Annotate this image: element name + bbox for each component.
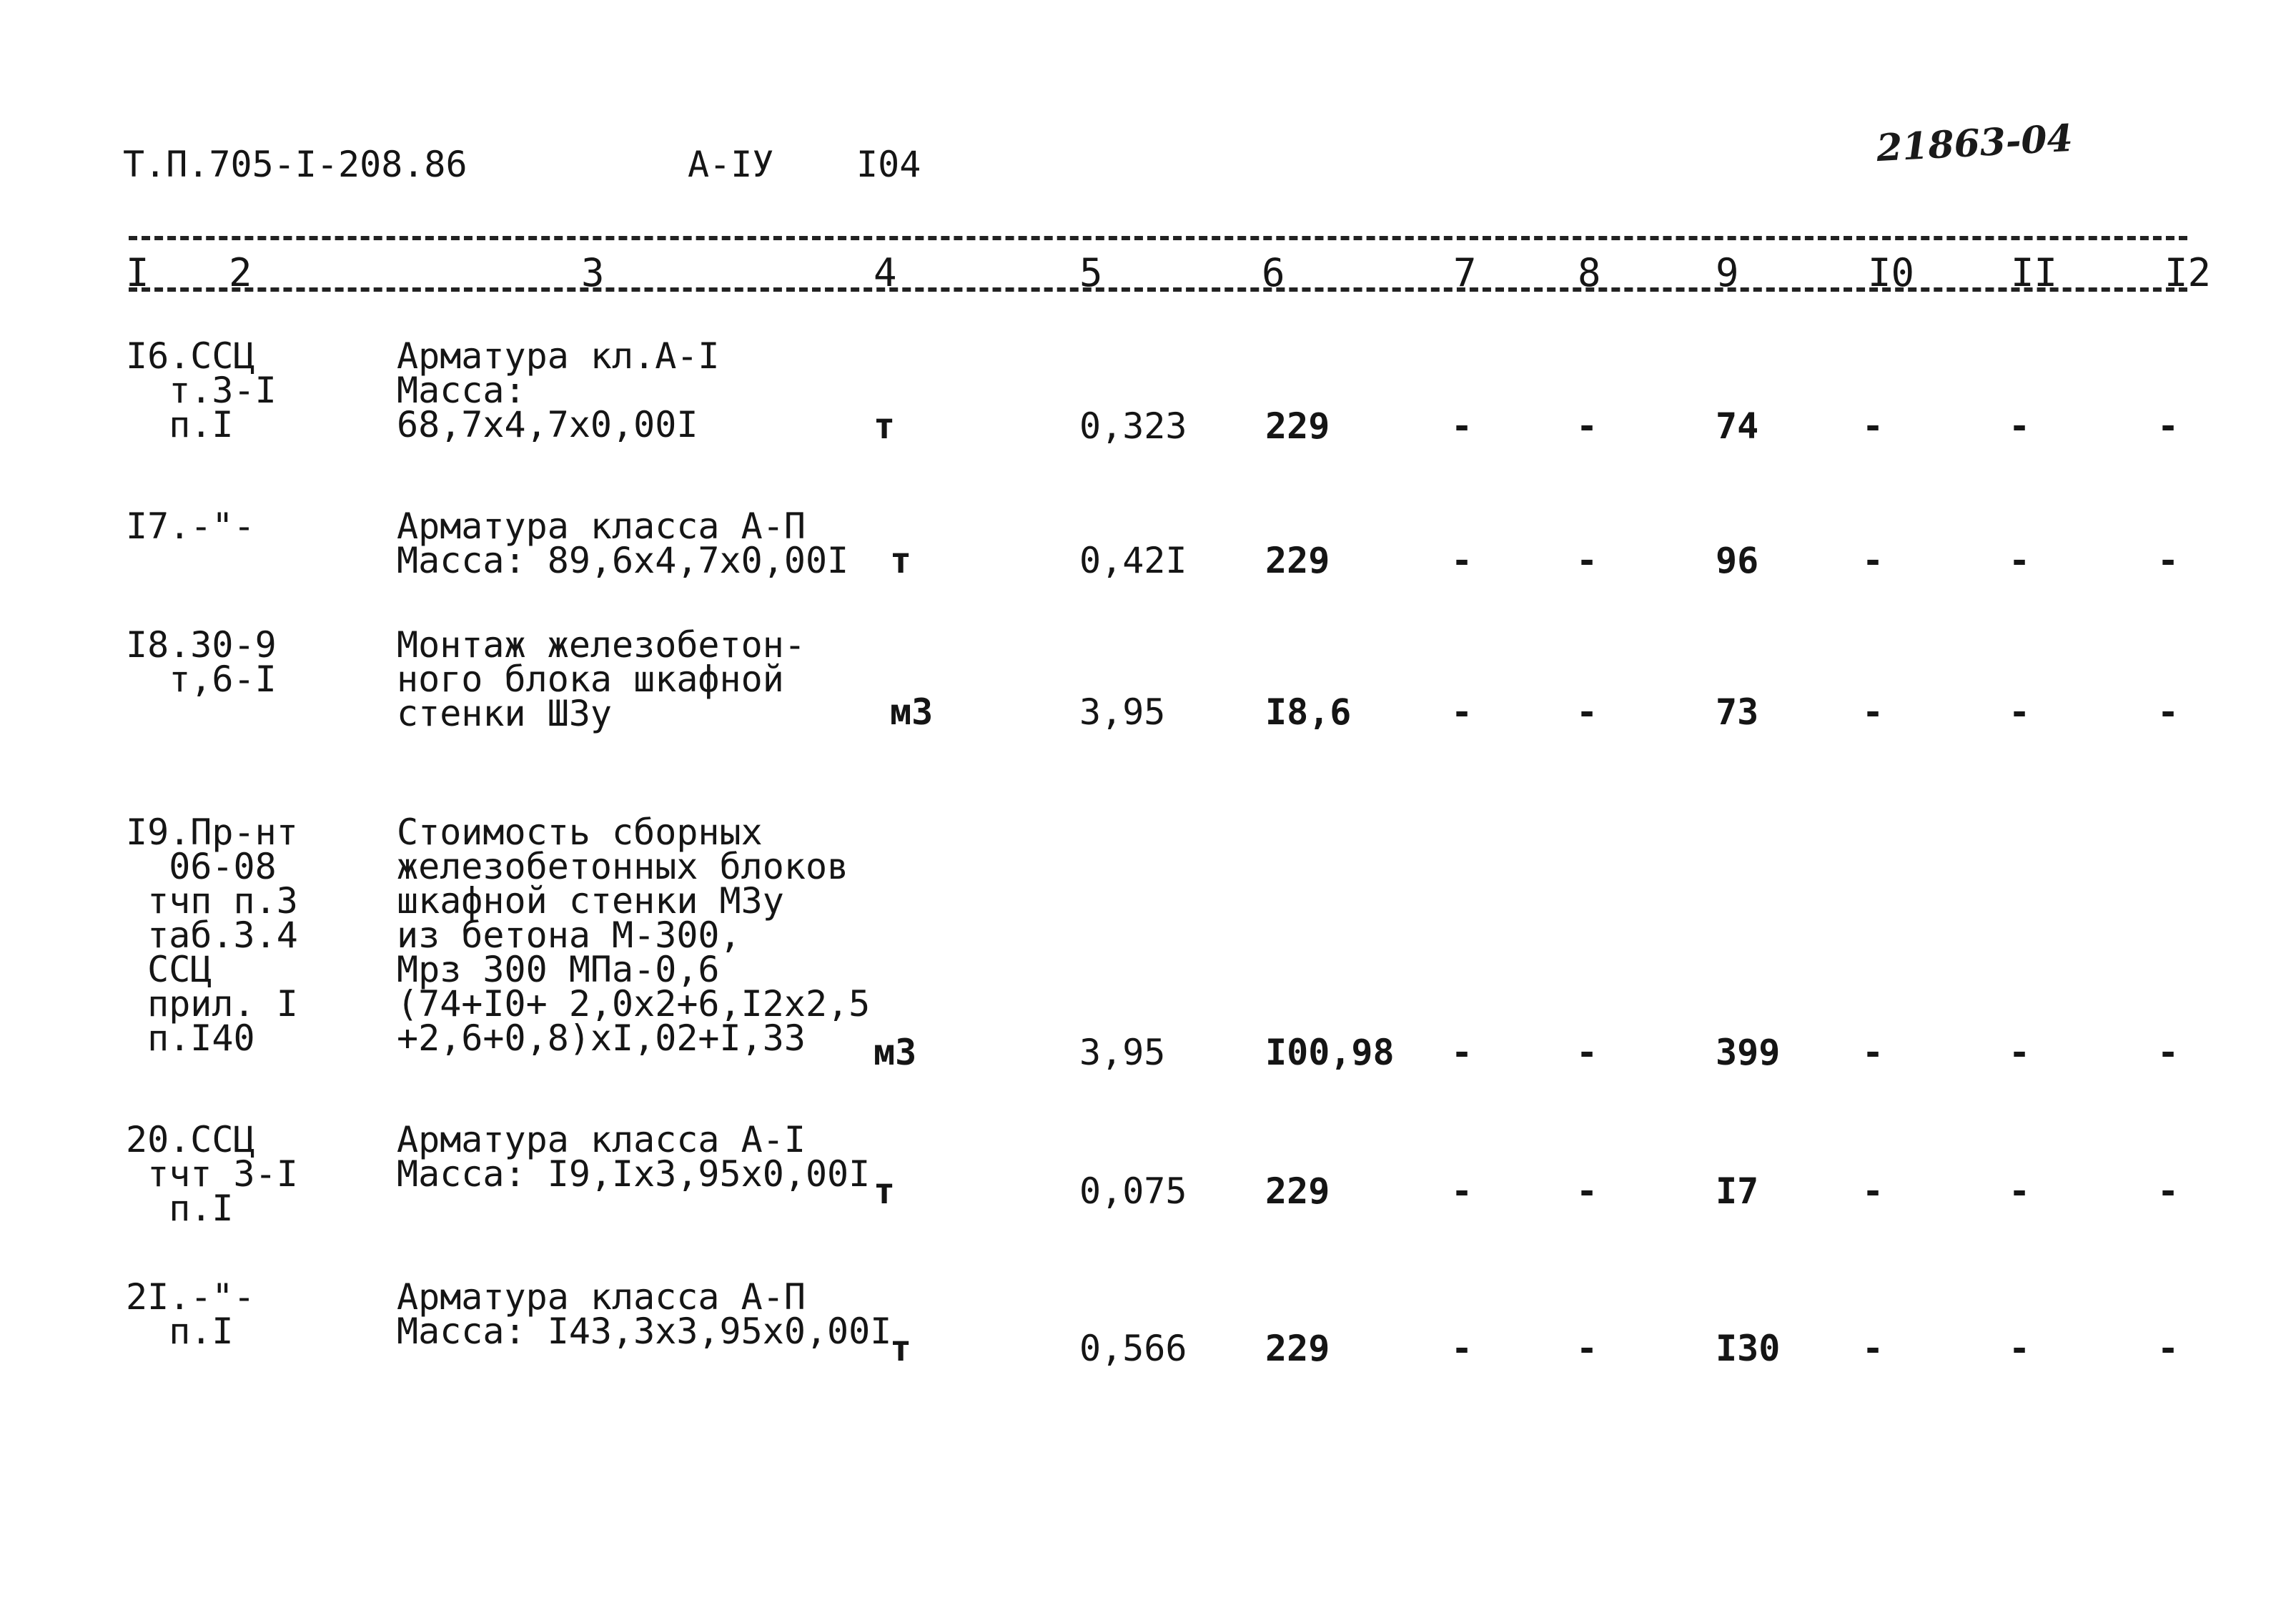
- row-21-unit: т: [890, 1328, 912, 1369]
- row-17-reference: I7.-"-: [126, 505, 255, 547]
- row-21-col-7: -: [1451, 1328, 1473, 1369]
- row-16-col-11: -: [2009, 405, 2031, 447]
- row-16-col-10: -: [1862, 405, 1884, 447]
- row-19-col-10: -: [1862, 1032, 1884, 1073]
- row-19-reference: I9.Пр-нт 06-08 тчп п.3 таб.3.4 ССЦ прил. I п.I40: [126, 812, 298, 1059]
- column-number-2: 2: [229, 250, 252, 295]
- column-number-3: 3: [581, 250, 605, 295]
- row-16-description: Арматура кл.А-I Масса: 68,7х4,7х0,00I: [397, 335, 720, 445]
- row-19-col-12: -: [2157, 1032, 2179, 1073]
- row-18-col-10: -: [1862, 691, 1884, 733]
- row-17-description: Арматура класса А-П Масса: 89,6х4,7х0,00I: [397, 505, 849, 581]
- column-number-8: 8: [1578, 250, 1601, 295]
- row-20-unit: т: [874, 1170, 896, 1212]
- row-19-unit: м3: [874, 1032, 917, 1073]
- row-18-unit: м3: [890, 691, 934, 733]
- row-21-total: I30: [1716, 1328, 1781, 1369]
- column-number-4: 4: [874, 250, 897, 295]
- row-19-col-11: -: [2009, 1032, 2031, 1073]
- row-21-reference: 2I.-"- п.I: [126, 1276, 255, 1352]
- row-18-reference: I8.30-9 т,6-I: [126, 624, 277, 700]
- row-19-total: 399: [1716, 1032, 1781, 1073]
- row-18-col-12: -: [2157, 691, 2179, 733]
- row-21-col-10: -: [1862, 1328, 1884, 1369]
- row-19-description: Стоимость сборных железобетонных блоков шкафной стенки МЗу из бетона М-300, Мрз 300 МПа-0,6 (74+I0+ 2,0х2+6,I2х2,5 +2,6+0,8)хI,02+I,33: [397, 812, 871, 1059]
- row-20-reference: 20.ССЦ тчт 3-I п.I: [126, 1119, 298, 1229]
- row-16-unit: т: [874, 405, 896, 447]
- row-16-unit-price: 229: [1265, 405, 1330, 447]
- row-16-col-7: -: [1451, 405, 1473, 447]
- column-number-1: I: [126, 250, 149, 295]
- column-number-5: 5: [1079, 250, 1103, 295]
- row-17-col-7: -: [1451, 540, 1473, 581]
- row-19-col-7: -: [1451, 1032, 1473, 1073]
- page-number: I04: [856, 144, 921, 185]
- album-label: А-IУ: [688, 144, 774, 185]
- column-number-12: I2: [2164, 250, 2212, 295]
- row-16-quantity: 0,323: [1079, 405, 1187, 447]
- document-code: Т.П.705-I-208.86: [123, 144, 467, 185]
- column-number-6: 6: [1262, 250, 1285, 295]
- row-18-col-8: -: [1576, 691, 1598, 733]
- row-18-description: Монтаж железобетон- ного блока шкафной стенки ШЗу: [397, 624, 806, 734]
- row-19-quantity: 3,95: [1079, 1032, 1166, 1073]
- row-20-col-12: -: [2157, 1170, 2179, 1212]
- row-21-col-11: -: [2009, 1328, 2031, 1369]
- row-16-col-12: -: [2157, 405, 2179, 447]
- row-21-quantity: 0,566: [1079, 1328, 1187, 1369]
- row-18-col-11: -: [2009, 691, 2031, 733]
- row-20-col-10: -: [1862, 1170, 1884, 1212]
- column-number-9: 9: [1716, 250, 1739, 295]
- row-20-col-11: -: [2009, 1170, 2031, 1212]
- row-19-col-8: -: [1576, 1032, 1598, 1073]
- row-16-reference: I6.ССЦ т.3-I п.I: [126, 335, 277, 445]
- row-20-unit-price: 229: [1265, 1170, 1330, 1212]
- row-21-unit-price: 229: [1265, 1328, 1330, 1369]
- row-20-description: Арматура класса А-I Масса: I9,Iх3,95х0,00I: [397, 1119, 871, 1195]
- row-21-col-8: -: [1576, 1328, 1598, 1369]
- row-17-col-11: -: [2009, 540, 2031, 581]
- row-17-col-12: -: [2157, 540, 2179, 581]
- row-20-col-7: -: [1451, 1170, 1473, 1212]
- row-18-col-7: -: [1451, 691, 1473, 733]
- column-number-10: I0: [1868, 250, 1915, 295]
- table-header-top-rule: [129, 236, 2187, 240]
- row-17-col-8: -: [1576, 540, 1598, 581]
- row-17-unit-price: 229: [1265, 540, 1330, 581]
- row-16-total: 74: [1716, 405, 1759, 447]
- column-number-11: II: [2011, 250, 2058, 295]
- column-number-7: 7: [1453, 250, 1477, 295]
- row-17-quantity: 0,42I: [1079, 540, 1187, 581]
- row-21-description: Арматура класса А-П Масса: I43,3х3,95х0,00I: [397, 1276, 892, 1352]
- row-16-col-8: -: [1576, 405, 1598, 447]
- row-17-unit: т: [890, 540, 912, 581]
- row-18-total: 73: [1716, 691, 1759, 733]
- handwritten-doc-number: 21863-04: [1875, 116, 2074, 171]
- row-18-unit-price: I8,6: [1265, 691, 1352, 733]
- row-17-col-10: -: [1862, 540, 1884, 581]
- row-20-quantity: 0,075: [1079, 1170, 1187, 1212]
- row-19-unit-price: I00,98: [1265, 1032, 1395, 1073]
- row-21-col-12: -: [2157, 1328, 2179, 1369]
- row-18-quantity: 3,95: [1079, 691, 1166, 733]
- row-17-total: 96: [1716, 540, 1759, 581]
- row-20-col-8: -: [1576, 1170, 1598, 1212]
- row-20-total: I7: [1716, 1170, 1759, 1212]
